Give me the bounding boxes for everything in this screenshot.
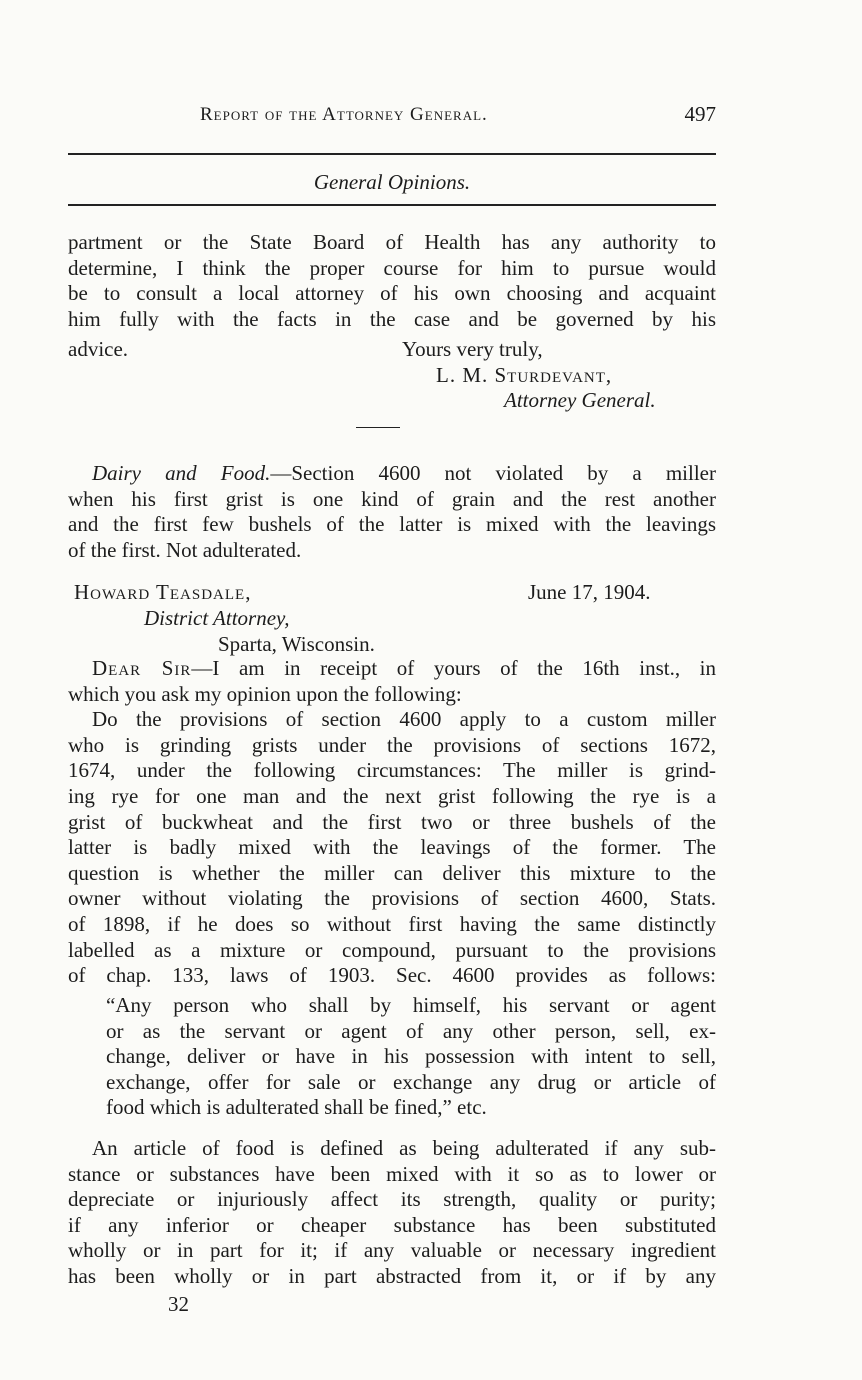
text-line: 1674, under the following circumstances: The miller is grind-: [68, 758, 716, 783]
text-line: owner without violating the provisions of section 4600, Stats.: [68, 886, 716, 911]
text-line: labelled as a mixture or compound, pursuant to the provisions: [68, 937, 716, 962]
text-line: has been wholly or in part abstracted from it, or if by any: [68, 1263, 716, 1288]
text-line: of the first. Not adulterated.: [68, 537, 302, 562]
text-line: Do the provisions of section 4600 apply to a custom miller: [92, 707, 716, 732]
text-line: exchange, offer for sale or exchange any drug or article of: [106, 1069, 716, 1094]
text-line: stance or substances have been mixed with it so as to lower or: [68, 1161, 716, 1186]
closing: Yours very truly,: [402, 337, 543, 361]
syllabus-text: —Section 4600 not violated by a miller: [270, 461, 716, 485]
salutation-line: [68, 656, 716, 682]
text-line: depreciate or injuriously affect its strength, quality or purity;: [68, 1187, 716, 1212]
text-line: question is whether the miller can deliver this mixture to the: [68, 860, 716, 885]
letter-body: [68, 656, 716, 989]
text-line: ing rye for one man and the next grist following the rye is a: [68, 783, 716, 808]
syllabus-first-line: [68, 461, 716, 487]
signer-name: L. M. Sturdevant,: [436, 363, 613, 387]
syllabus-topic: Dairy and Food.: [92, 461, 271, 485]
text-line: when his first grist is one kind of grain and the rest another: [68, 486, 716, 511]
text-line: latter is badly mixed with the leavings of the former. The: [68, 835, 716, 860]
text-line: which you ask my opinion upon the following:: [68, 681, 462, 706]
text-line: advice.: [68, 337, 129, 361]
text-line: him fully with the facts in the case and be governed by his: [68, 306, 716, 331]
text-line: of chap. 133, laws of 1903. Sec. 4600 provides as follows:: [68, 963, 716, 988]
top-rule: [68, 153, 716, 155]
text-line: of 1898, if he does so without first having the same distinctly: [68, 911, 716, 936]
addressee-title: District Attorney,: [144, 606, 290, 630]
document-page: [68, 0, 716, 1380]
salutation: Dear Sir: [92, 656, 192, 680]
signer-title: Attorney General.: [504, 388, 656, 412]
separator-rule: [356, 427, 400, 428]
signature-mark: 32: [168, 1292, 189, 1316]
text-line: An article of food is defined as being adulterated if any sub-: [92, 1136, 716, 1160]
page-number: 497: [684, 102, 716, 126]
text-line: wholly or in part for it; if any valuable or necessary ingredient: [68, 1238, 716, 1263]
text-line: or as the servant or agent of any other person, sell, ex-: [106, 1018, 716, 1043]
addressee-place: Sparta, Wisconsin.: [218, 632, 375, 656]
text-line: grist of buckwheat and the first two or three bushels of the: [68, 809, 716, 834]
statute-quote: [106, 993, 716, 1121]
running-title: Report of the Attorney General.: [200, 104, 488, 125]
running-head: [68, 100, 716, 132]
definition-paragraph: [68, 1136, 716, 1290]
text-line: change, deliver or have in his possession with intent to sell,: [106, 1044, 716, 1069]
text-line: food which is adulterated shall be fined,” etc.: [106, 1095, 487, 1120]
previous-opinion-text: [68, 230, 716, 332]
text-line: partment or the State Board of Health has any authority to: [68, 230, 716, 254]
text-line: —I am in receipt of yours of the 16th inst., in: [191, 656, 716, 680]
text-line: “Any person who shall by himself, his servant or agent: [106, 993, 716, 1017]
letter-date: June 17, 1904.: [528, 580, 651, 604]
text-line: if any inferior or cheaper substance has been substituted: [68, 1212, 716, 1237]
text-line: who is grinding grists under the provisions of sections 1672,: [68, 732, 716, 757]
section-rule: [68, 204, 716, 206]
addressee-name: Howard Teasdale,: [74, 580, 252, 604]
text-line: and the first few bushels of the latter is mixed with the leavings: [68, 512, 716, 537]
syllabus: [68, 461, 716, 563]
section-heading: General Opinions.: [313, 170, 471, 194]
text-line: be to consult a local attorney of his own choosing and acquaint: [68, 281, 716, 306]
text-line: determine, I think the proper course for him to pursue would: [68, 255, 716, 280]
